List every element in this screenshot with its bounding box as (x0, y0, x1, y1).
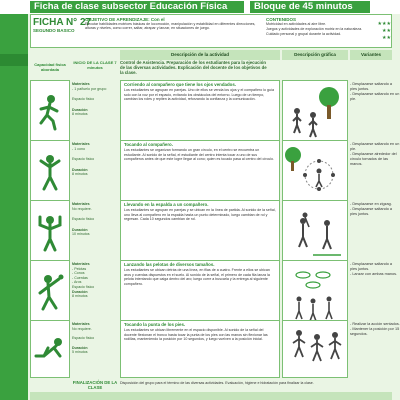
activity-description (120, 140, 280, 206)
materials-item: No requiere. (72, 326, 92, 331)
materials-item: - Conos (72, 271, 85, 276)
throwing-figure-icon (30, 260, 70, 326)
flexibility-figure-icon (30, 320, 70, 378)
materials-title: Materiales (72, 202, 90, 206)
activity-description (120, 320, 280, 378)
activity-description (120, 200, 280, 266)
materials-title: Materiales (72, 82, 90, 86)
ficha-box (33, 17, 92, 45)
variant-item: - Desplazarse en zigzag. (350, 202, 392, 206)
materials-block (72, 320, 118, 378)
capacity-label: Capacidad física abordada (34, 62, 66, 72)
contents-item: Motricidad en actividades al aire libre. (266, 22, 327, 26)
variant-item: - Mantener la posición por 15 segundos. (350, 327, 400, 336)
activity-description (120, 260, 280, 326)
activity-text: Los estudiantes se agrupan en parejas. Uno de ellos se venda los ojos y el compañero lo guía solo con la voz por el espacio, evitando los obstáculos del entorno. Luego de un tiempo, cambian los roles y repiten la actividad, reforzando la confianza y la comunicación. (124, 88, 275, 102)
variant-item: - Desplazarse saltando a pies juntos. (350, 82, 392, 91)
activity-title: Corriendo al compañero que tiene los ojos vendados. (124, 82, 236, 87)
variant-item: - Desplazarse saltando a pies juntos. (350, 262, 392, 271)
space-label: Espacio físico (72, 284, 95, 289)
variants-block (350, 260, 400, 326)
star-icon: ★★ (382, 28, 391, 34)
variant-item: - Realizar la acción sentados. (350, 322, 400, 326)
space-label: Espacio físico (72, 217, 95, 222)
variant-item: - Desplazarse alrededor del círculo tomados de las manos. (350, 152, 397, 166)
materials-block (72, 260, 118, 326)
objective-box (85, 17, 263, 47)
class-end-text: Disposición del grupo para el término de las diversas actividades. Evaluación, higiene e hidratación para finalizar la clase. (120, 381, 314, 385)
materials-item: - Aros (72, 280, 82, 285)
ficha-number: FICHA N° 27 (33, 17, 92, 28)
block-duration-title: Bloque de 45 minutos (250, 1, 370, 13)
variant-item: - Desplazarse saltando en un pie. (350, 92, 400, 101)
variants-block (350, 80, 400, 146)
activity-text: Los estudiantes se ubican libremente en el espacio disponible. Al sonido de la señal del docente flexionan el tronco hasta tocar la punta de los pies con las manos sin flexionar las rodillas, manteniendo la posición por 10 segundos, y luego vuelven a la posición inicial. (124, 328, 268, 342)
activity-text: Los estudiantes se agrupan en parejas y se ubican en la línea de partida. Al sonido de la señal, uno lleva al compañero en la espalda hasta un punto determinado, luego cambian de rol y regresan. Cada 10 segundos cambian de rol. (124, 208, 276, 222)
materials-item: - Pelotas (72, 266, 87, 271)
activity-description (120, 80, 280, 146)
strength-figure-icon (30, 200, 70, 266)
duration-value: 8 minutos (72, 172, 88, 177)
duration-label: Duración (72, 107, 88, 112)
column-header-variants: Variantes (350, 50, 392, 60)
activity-illustration (282, 260, 348, 326)
variants-block (350, 320, 400, 378)
variants-block (350, 200, 400, 266)
class-end-label: FINALIZACIÓN DE LA CLASE (72, 380, 118, 391)
activity-illustration (282, 320, 348, 378)
activity-title: Llevando en la espalda a un compañero. (124, 202, 209, 207)
class-start-label: INICIO DE LA CLASE 7 minutos (73, 60, 117, 70)
activity-text: Los estudiantes se organizan formando un gran círculo, en el centro se encuentra un estudiante. Al sonido de la señal, el estudiante del centro intenta tocar a uno de sus compañeros antes de que este logre llegar al cono; quien es tocado pasa al centro del círculo. (124, 148, 275, 162)
objective-heading: OBJETIVO DE APRENDIZAJE: Con el (85, 17, 165, 22)
column-header-graphic: Descripción gráfica (282, 50, 348, 60)
running-figure-icon (30, 80, 70, 146)
sheet-header (30, 14, 392, 48)
star-icon: ★★★ (377, 21, 391, 27)
duration-label: Duración (72, 345, 88, 350)
bottom-strip (30, 392, 392, 400)
duration-label: Duración (72, 227, 88, 232)
star-icon: ★★ (382, 35, 391, 41)
contents-item: Juegos y actividades de exploración motriz en la naturaleza. (266, 27, 362, 31)
contents-item: Cuidado personal y grupal durante la actividad. (266, 32, 342, 36)
duration-value: 8 minutos (72, 294, 88, 299)
activity-illustration (282, 140, 348, 206)
space-label: Espacio físico (72, 336, 95, 341)
activity-title: Tocando al compañero. (124, 142, 173, 147)
top-title-bar (0, 0, 400, 14)
materials-title: Materiales (72, 322, 90, 326)
activity-title: Lanzando las pelotas de diversos tamaños. (124, 262, 215, 267)
materials-item: - 1 cono (72, 146, 85, 151)
duration-label: Duración (72, 167, 88, 172)
duration-value: 8 minutos (72, 112, 88, 117)
variants-block (350, 140, 400, 206)
materials-title: Materiales (72, 142, 90, 146)
space-label: Espacio físico (72, 97, 95, 102)
materials-block (72, 200, 118, 266)
activity-title: Tocando la punta de los pies. (124, 322, 186, 327)
contents-box (266, 17, 362, 47)
variant-item: - Desplazarse saltando a pies juntos. (350, 207, 392, 216)
activity-text: Los estudiantes se ubican detrás de una línea, en filas de a cuatro. Frente a ellos se ubican aros y cuerdas dispuestos en el suelo. Al sonido de la señal, el primero de cada fila lanza la pelota intentando que caiga dentro del aro; luego corre a buscarla y la entrega al siguiente compañero. (124, 268, 270, 286)
column-header-activity: Descripción de la actividad (120, 50, 280, 60)
ficha-level: SEGUNDO BASICO (33, 28, 75, 33)
materials-title: Materiales (72, 262, 90, 266)
materials-block (72, 80, 118, 146)
variant-item: - Desplazarse saltando en un pie. (350, 142, 400, 151)
duration-label: Duración (72, 289, 88, 294)
materials-item: - Cuerdas (72, 275, 88, 280)
materials-item: No requiere. (72, 206, 92, 211)
materials-block (72, 140, 118, 206)
space-label: Espacio físico (72, 157, 95, 162)
activity-illustration (282, 200, 348, 266)
objective-text: Ejecutar habilidades motrices básicas de locomoción, manipulación y estabilidad en diferentes direcciones, alturas y niveles, como correr, saltar, atrapar y lanzar, en situaciones de juego. (85, 22, 256, 31)
contents-heading: CONTENIDOS (266, 17, 297, 22)
materials-item: - 1 pañuelo por grupo (72, 86, 107, 91)
stretching-figure-icon (30, 140, 70, 206)
attendance-control-text: Control de Asistencia. Preparación de los estudiantes para la ejecución de las diversas actividades. Explicación del docente de los objetivos de la clase. (120, 60, 267, 75)
rating-stars (365, 21, 391, 42)
sidebar-tab (0, 54, 28, 66)
left-sidebar (0, 14, 28, 400)
variant-item: - Lanzar con ambas manos. (350, 272, 398, 276)
sheet-title: Ficha de clase subsector Educación Física (30, 1, 244, 13)
duration-value: 10 minutos (72, 232, 90, 237)
duration-value: 5 minutos (72, 350, 88, 355)
activity-illustration (282, 80, 348, 146)
